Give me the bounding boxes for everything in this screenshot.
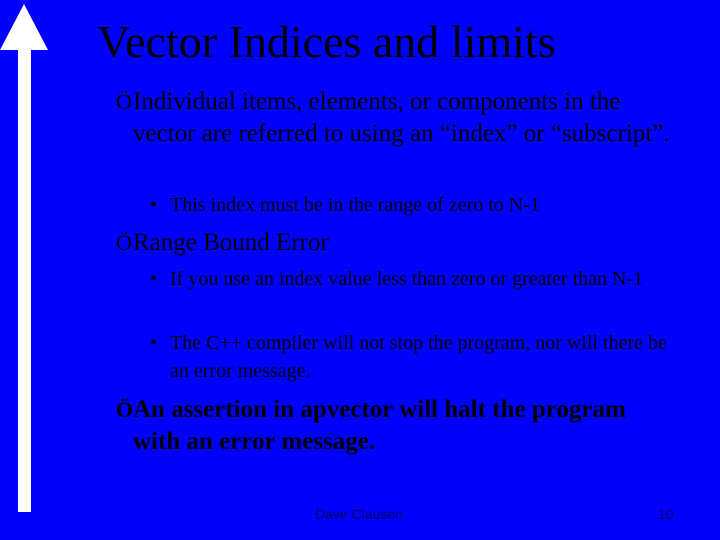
sub-bullet-dot-icon: •: [150, 268, 158, 290]
bullet-text: Range Bound Error: [133, 229, 329, 256]
sub-bullet-text: The C++ compiler will not stop the program, nor will there be an error message.: [170, 332, 667, 382]
slide-title: Vector Indices and limits: [97, 16, 556, 67]
bullet-mark-icon: Ö: [116, 397, 134, 422]
bullet-assertion: [116, 394, 676, 458]
bullet-text: An assertion in apvector will halt the program with an error message.: [133, 396, 626, 455]
page-number: 10: [658, 506, 674, 522]
bullet-mark-icon: Ö: [116, 230, 132, 255]
bullet-individual-items: [116, 86, 676, 150]
bullet-text: Individual items, elements, or components in the vector are referred to using an “index” or “subscript”.: [133, 88, 670, 147]
up-arrow-icon: [0, 0, 60, 540]
footer-author: Dave Clausen: [315, 506, 403, 522]
sub-bullet-text: If you use an index value less than zero or greater than N-1: [170, 268, 644, 290]
sub-bullet-index-range: [150, 191, 680, 219]
sub-bullet-invalid-index: [150, 265, 680, 293]
sub-bullet-text: This index must be in the range of zero to N-1: [170, 194, 540, 216]
sub-bullet-compiler-behavior: [150, 329, 680, 385]
sub-bullet-dot-icon: •: [150, 194, 158, 216]
bullet-range-bound-error: [116, 227, 676, 259]
sub-bullet-dot-icon: •: [150, 332, 158, 354]
bullet-mark-icon: Ö: [116, 89, 132, 114]
